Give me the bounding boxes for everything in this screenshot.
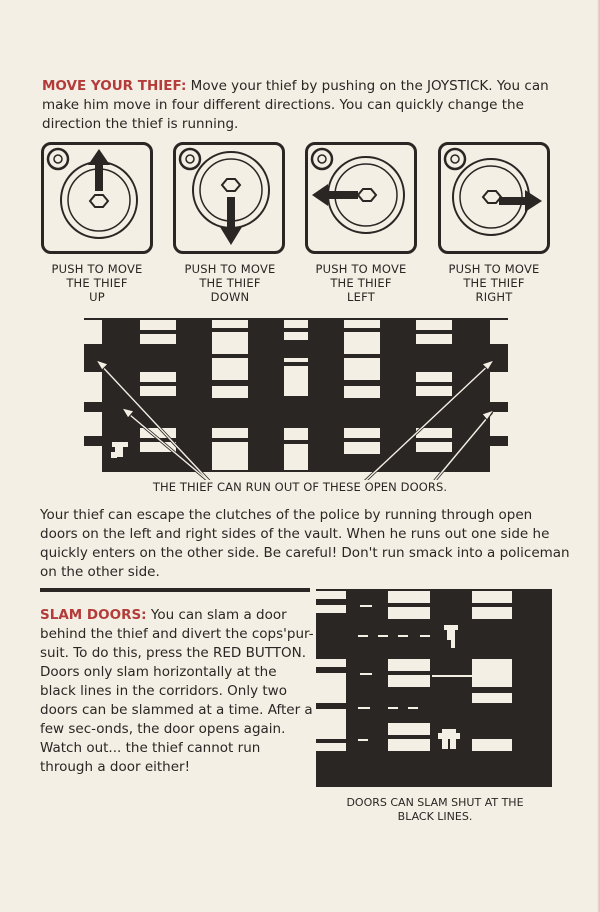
caption-line: DOWN [210, 290, 250, 304]
left-wall-block [84, 320, 102, 344]
caption-line: PUSH TO MOVE [448, 262, 540, 276]
vault-maze-diagram [84, 318, 508, 488]
joystick-up-arrow-icon [44, 145, 150, 251]
right-open-door [490, 412, 508, 436]
joystick-left-diagram [305, 142, 417, 254]
slam-doors-section [40, 606, 315, 777]
joystick-left-arrow-icon [308, 145, 414, 251]
caption-line: RIGHT [475, 290, 513, 304]
right-wall-block [490, 320, 508, 344]
right-wall-block [490, 446, 508, 472]
slam-caption-line: BLACK LINES. [397, 810, 473, 823]
joystick-down-arrow-icon [176, 145, 282, 251]
joystick-right-arrow-icon [441, 145, 547, 251]
caption-line: LEFT [347, 290, 375, 304]
slam-caption-line: DOORS CAN SLAM SHUT AT THE [346, 796, 524, 809]
vault-escape-paragraph: Your thief can escape the clutches of the police by running through open doors on the left and right sides of the vault. When he runs out one side he quickly enters on the other side. Be careful! Don't run smack into a policeman on the other side. [40, 507, 570, 580]
move-thief-text: Move your thief by pushing on the JOYSTICK. You can make him move in four different directions. You can quickly change the direction the thief is running. [42, 78, 549, 132]
caption-push-right [429, 262, 559, 304]
slam-doors-heading: SLAM DOORS: [40, 607, 147, 623]
caption-push-down [165, 262, 295, 304]
joystick-right-diagram [438, 142, 550, 254]
section-divider [40, 588, 310, 592]
caption-line: PUSH TO MOVE [51, 262, 143, 276]
caption-line: THE THIEF [463, 276, 525, 290]
slam-doors-text: You can slam a door behind the thief and divert the cops'pur-suit. To do this, press the RED BUTTON. Doors only slam horizontally at the black lines in the corridors. Only two doors can be slammed at a time. After a few sec-onds, the door opens again. Watch out... the thief cannot run through a door either! [40, 607, 314, 775]
move-thief-heading: MOVE YOUR THIEF: [42, 78, 187, 94]
caption-line: PUSH TO MOVE [184, 262, 276, 276]
slam-maze-background [316, 589, 552, 787]
slam-doors-caption [330, 796, 540, 824]
caption-line: THE THIEF [66, 276, 128, 290]
caption-push-up [32, 262, 162, 304]
joystick-up-diagram [41, 142, 153, 254]
move-your-thief-section [42, 77, 562, 134]
left-wall-block [84, 446, 102, 472]
maze-caption: THE THIEF CAN RUN OUT OF THESE OPEN DOORS. [150, 480, 450, 494]
joystick-down-diagram [173, 142, 285, 254]
caption-line: THE THIEF [199, 276, 261, 290]
caption-line: PUSH TO MOVE [315, 262, 407, 276]
caption-line: UP [89, 290, 105, 304]
left-open-door [84, 372, 102, 402]
slam-doors-diagram [316, 589, 552, 787]
caption-line: THE THIEF [330, 276, 392, 290]
caption-push-left [296, 262, 426, 304]
right-open-door [490, 372, 508, 402]
left-open-door [84, 412, 102, 436]
